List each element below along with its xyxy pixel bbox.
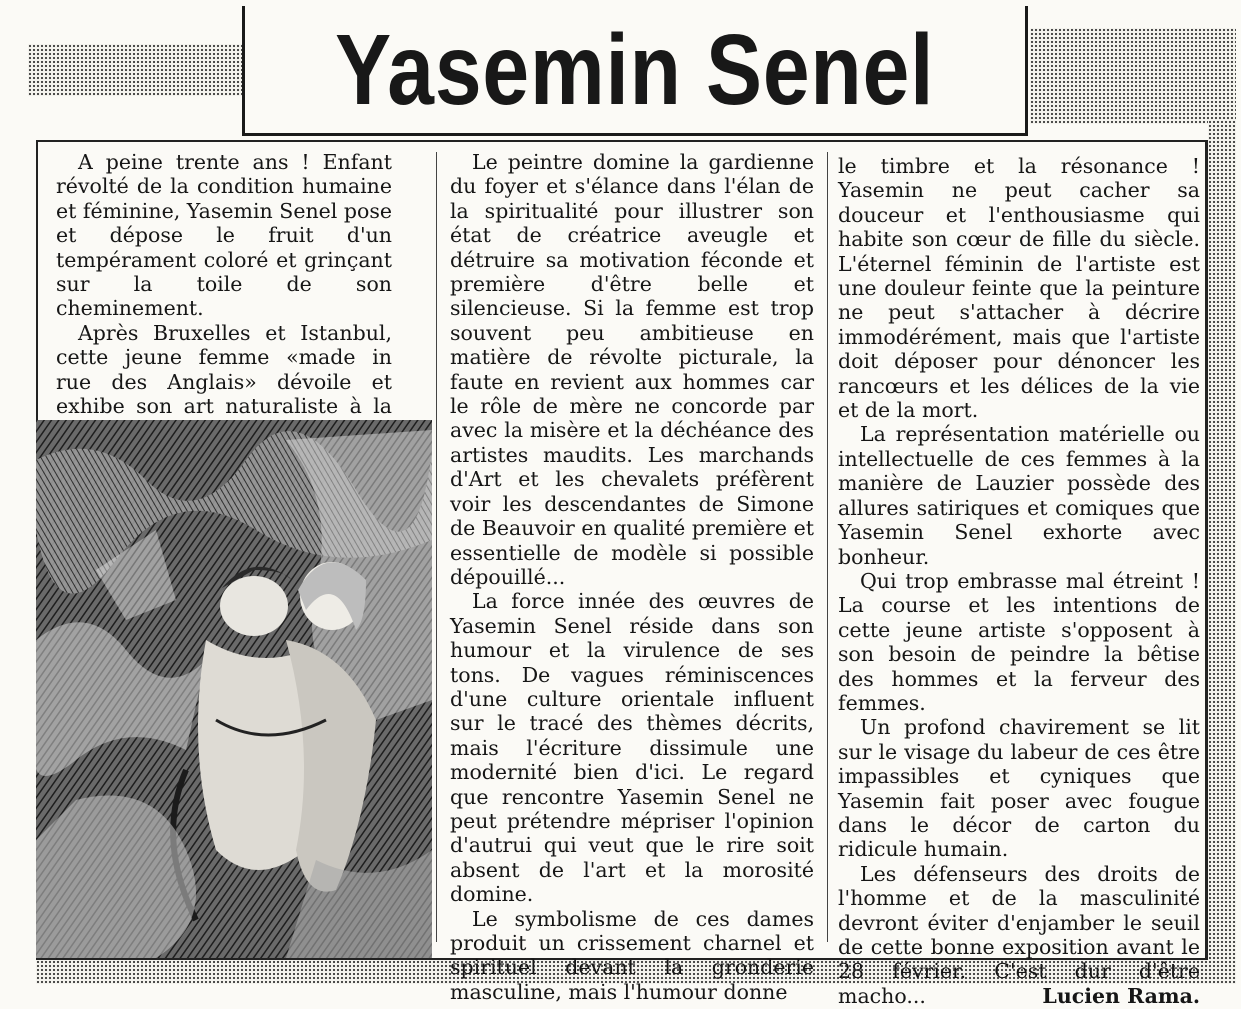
paragraph: La représentation matérielle ou intellectuelle de ces femmes à la manière de Lauzier possède des allures satiriques et comiques que Yasemin Senel exhorte avec bonheur. [838, 422, 1200, 569]
paragraph: Après Bruxelles et Istanbul, cette jeune femme «made in rue des Anglais» dévoile et exhibe son art naturaliste à la [56, 320, 392, 419]
halftone-band-right [1030, 28, 1236, 124]
paragraph: Le peintre domine la gardienne du foyer et s'élance dans l'élan de la spiritualité pour illustrer son état de créatrice aveugle et détruire sa motivation féconde et première d'être belle et silencieuse. Si la femme est trop souvent peu ambitieuse en matière de révolte picturale, la faute en revient aux hommes car le rôle de mère ne concorde par avec la misère et la déchéance des artistes maudits. Les marchands d'Art et les chevalets préfèrent voir les descendantes de Simone de Beauvoir en qualité première et essentielle de modèle si possible dépouillé... [450, 150, 814, 589]
paragraph: le timbre et la résonance ! Yasemin ne peut cacher sa douceur et l'enthousiasme qui habite son cœur de fille du siècle. L'éternel féminin de l'artiste est une douleur feinte que la peinture ne peut s'attacher à décrire immodérément, mais que l'artiste doit déposer pour dénoncer les rancœurs et les délices de la vie et de la mort. [838, 154, 1200, 423]
painting-reproduction [36, 420, 432, 958]
column-divider [827, 152, 828, 942]
paragraph: Les défenseurs des droits de l'homme et de la masculinité devront éviter d'enjamber le seuil de cette bonne exposition avant le 28 février. C'est dur d'être macho... [838, 861, 1200, 1008]
paragraph: Le symbolisme de ces dames produit un crissement charnel et spirituel devant la gronderie masculine, mais l'humour donne [450, 906, 814, 1004]
author-signature: Lucien Rama. [1042, 984, 1200, 1009]
paragraph: Un profond chavirement se lit sur le visage du labeur de ces être impassibles et cyniques que Yasemin fait poser avec fougue dans le décor de carton du ridicule humain. [838, 715, 1200, 862]
paragraph: A peine trente ans ! Enfant révolté de la condition humaine et féminine, Yasemin Senel pose et dépose le fruit d'un tempérament coloré et grinçant sur la toile de son cheminement. [56, 150, 392, 321]
halftone-band-left [28, 44, 254, 96]
headline: Yasemin Senel [335, 13, 935, 126]
paragraph: La force innée des œuvres de Yasemin Senel réside dans son humour et la virulence de ses tons. De vagues réminiscences d'une culture orientale influent sur le tracé des thèmes décrits, mais l'écriture dissimule une modernité bien d'ici. Le regard que rencontre Yasemin Senel ne peut prétendre mépriser l'opinion d'autrui qui veut que le rire soit absent de l'art et la morosité domine. [450, 589, 814, 907]
article-column-2 [450, 150, 814, 1004]
paragraph: Qui trop embrasse mal étreint ! La course et les intentions de cette jeune artiste s'opposent à son besoin de peindre la bêtise des hommes et la ferveur des femmes. [838, 568, 1200, 715]
column-divider [436, 152, 437, 942]
article-column-3 [838, 154, 1200, 1009]
headline-box [242, 6, 1028, 136]
halftone-shadow-side [1208, 120, 1236, 980]
article-column-1 [56, 150, 392, 443]
